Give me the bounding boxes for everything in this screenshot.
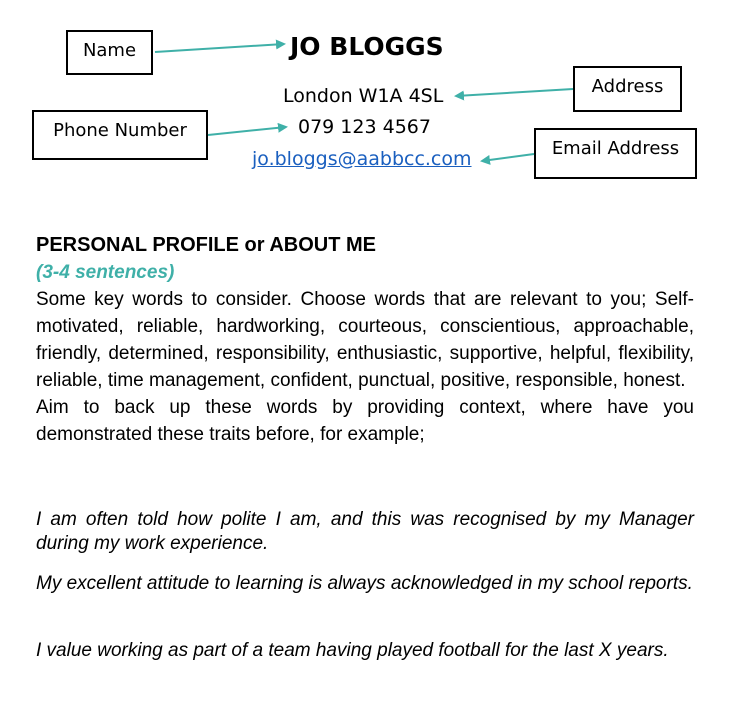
profile-body bbox=[36, 286, 694, 448]
keywords-paragraph: Some key words to consider. Choose words that are relevant to you; Self-motivated, reliable, hardworking, courteous, conscientious, approachable, friendly, determined, responsibility, enthusiastic, supportive, helpful, flexibility, reliable, time management, confident, punctual, positive, responsible, honest. bbox=[36, 289, 694, 391]
phone-arrow bbox=[208, 127, 286, 135]
email-label: Email Address bbox=[551, 138, 680, 159]
phone-label: Phone Number bbox=[53, 120, 187, 141]
profile-subtitle: (3-4 sentences) bbox=[36, 262, 175, 283]
email-arrow bbox=[482, 154, 534, 161]
cv-address: London W1A 4SL bbox=[283, 85, 444, 107]
example-2: My excellent attitude to learning is always acknowledged in my school reports. bbox=[36, 573, 693, 594]
context-paragraph: Aim to back up these words by providing context, where have you demonstrated these traits before, for example; bbox=[36, 397, 694, 445]
profile-title: PERSONAL PROFILE or ABOUT ME bbox=[36, 234, 377, 256]
example-3: I value working as part of a team having played football for the last X years. bbox=[36, 640, 669, 661]
example-1: I am often told how polite I am, and this was recognised by my Manager during my work experience. bbox=[36, 509, 694, 554]
address-arrow bbox=[456, 89, 573, 96]
address-label: Address bbox=[591, 76, 664, 97]
cv-phone: 079 123 4567 bbox=[298, 116, 431, 138]
name-label: Name bbox=[82, 40, 137, 61]
name-arrow bbox=[155, 44, 284, 52]
cv-name: JO BLOGGS bbox=[290, 32, 444, 61]
cv-email-link[interactable]: jo.bloggs@aabbcc.com bbox=[252, 148, 472, 170]
